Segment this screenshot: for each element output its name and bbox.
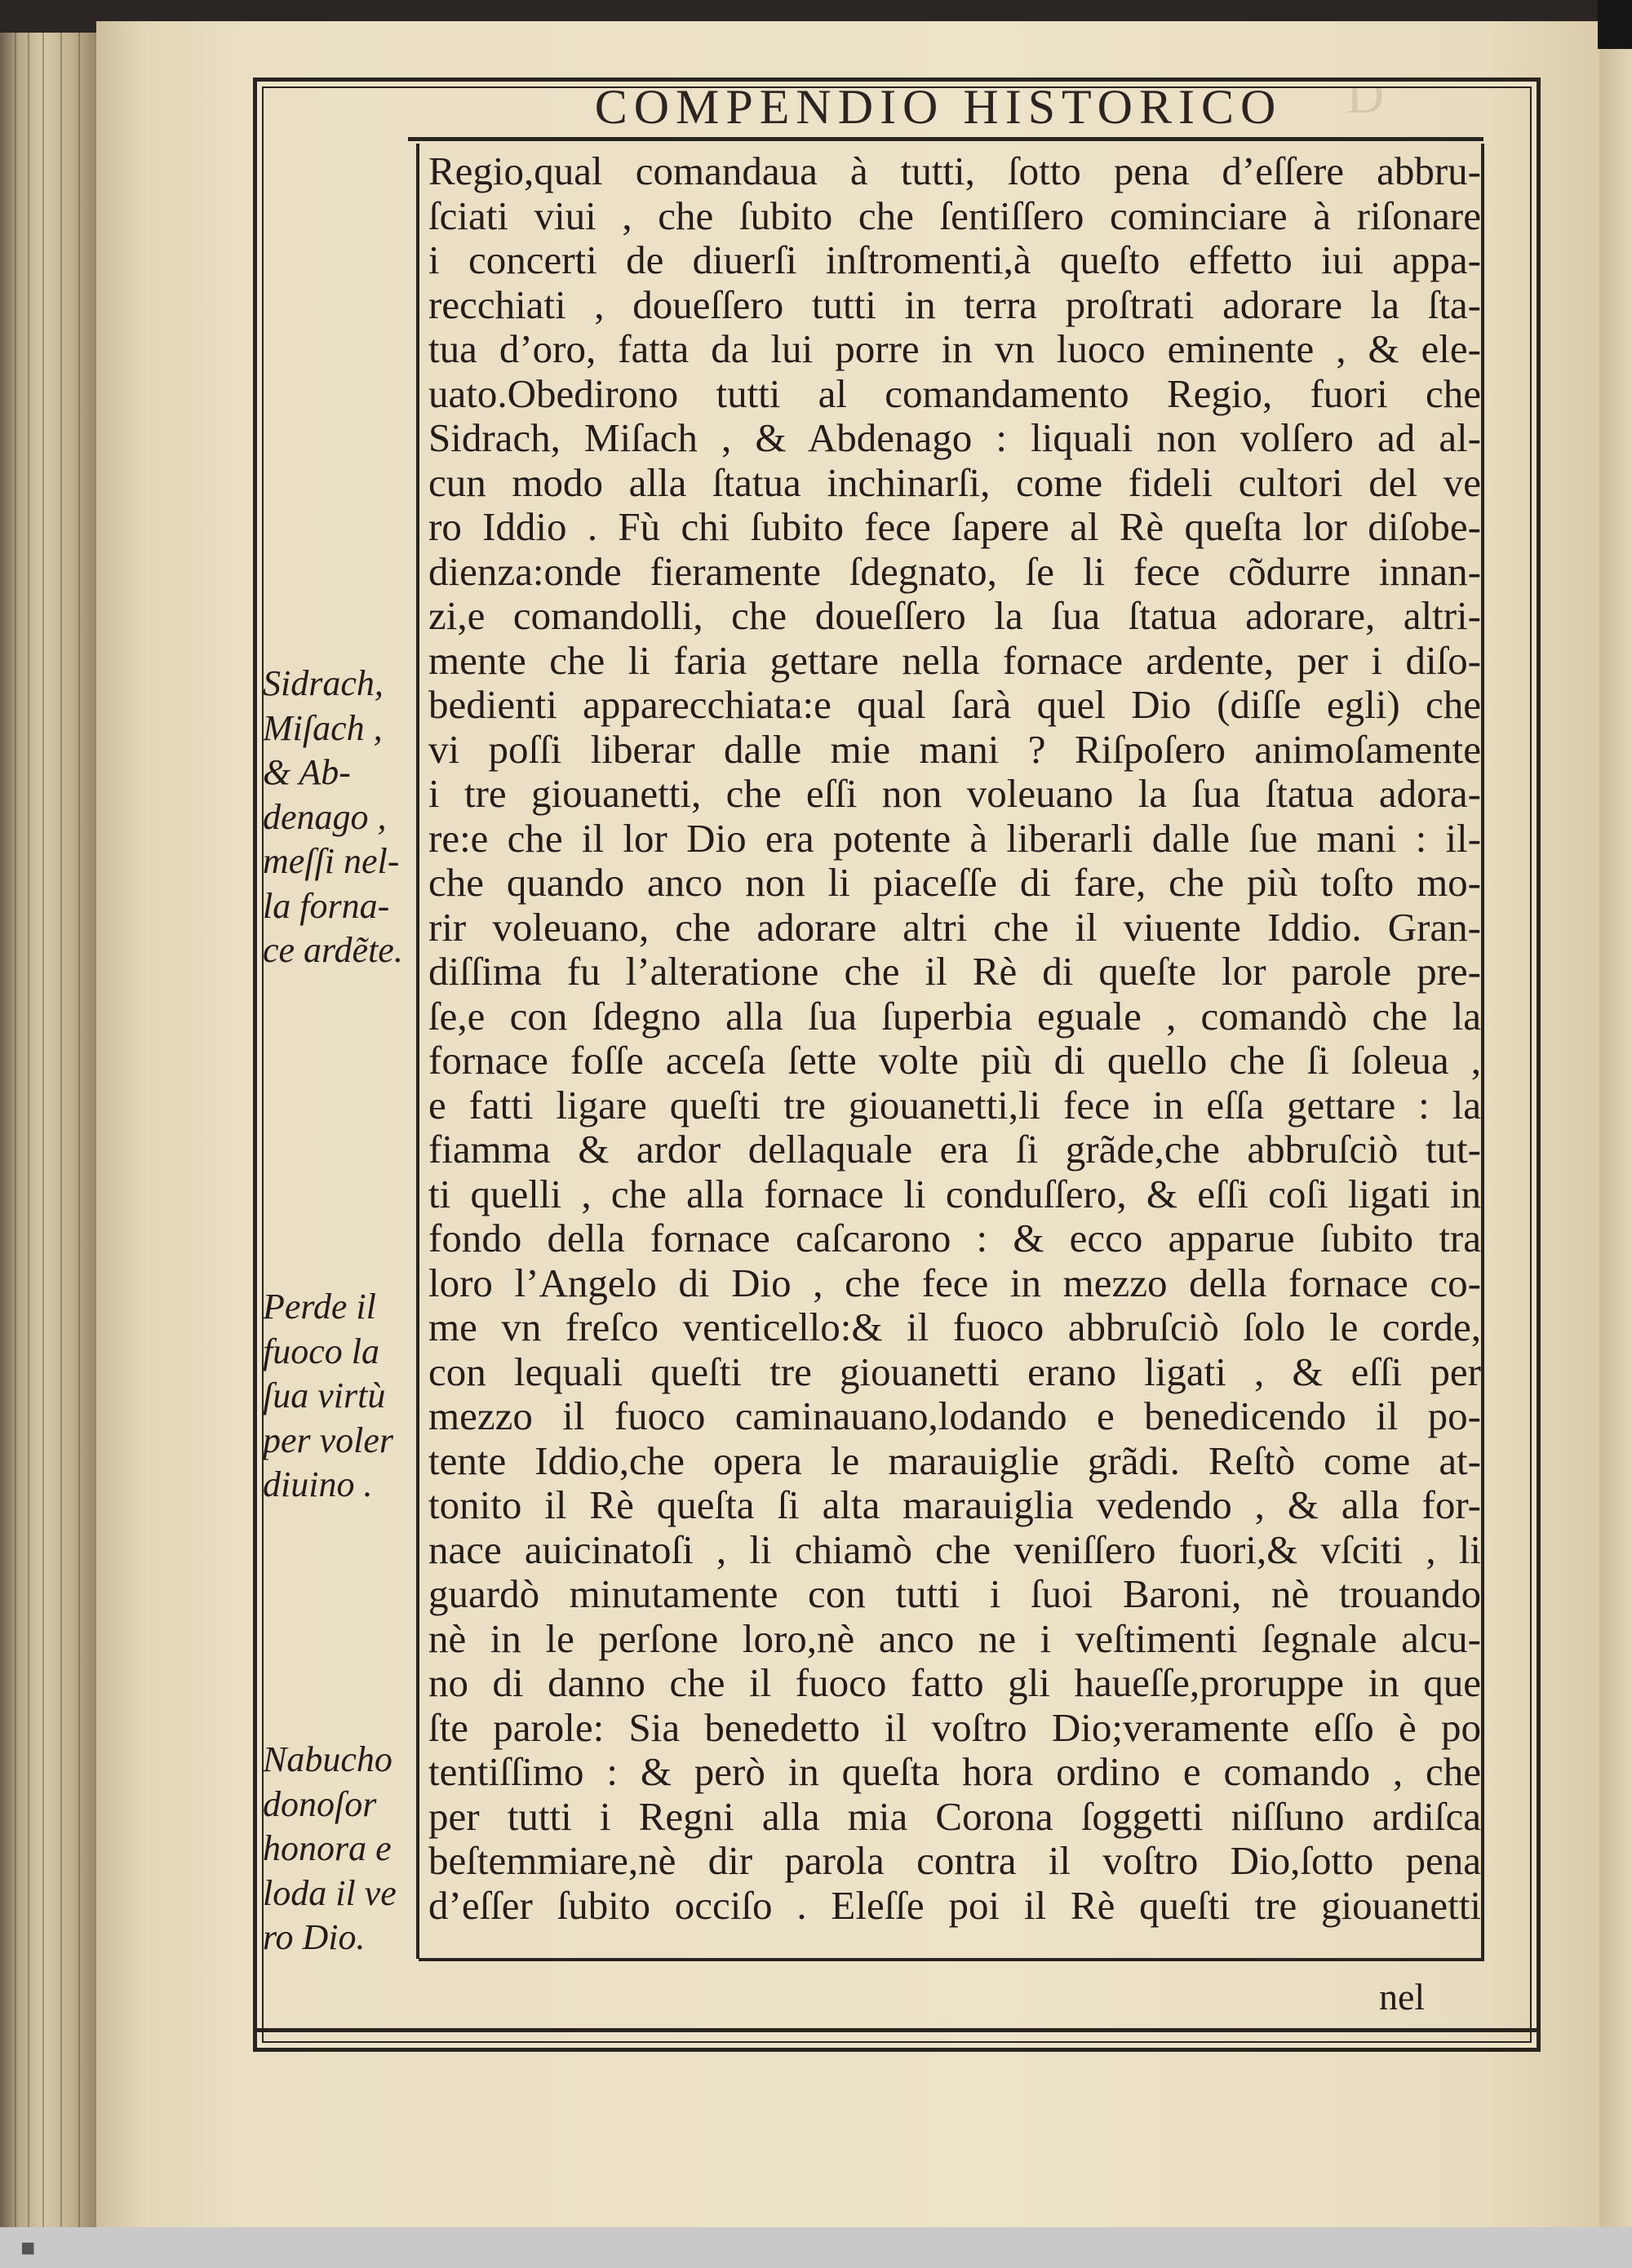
margin-note-line: honora e [263, 1828, 392, 1868]
right-page-edge [1599, 21, 1632, 2227]
margin-note-furnace [263, 662, 416, 973]
text-line: tentiſſimo : & però in queſta hora ordino e comando , che [428, 1750, 1481, 1794]
text-line: e fatti ligare queſti tre giouanetti,li fece in eſſa gettare : la [428, 1083, 1481, 1127]
text-line: uato.Obedirono tutti al comandamento Regio, fuori che [428, 371, 1481, 416]
text-line: diſſima fu l’alteratione che il Rè di queſte lor parole pre- [428, 950, 1481, 994]
text-line: tonito il Rè queſta ſi alta marauiglia vedendo , & alla for- [428, 1483, 1481, 1527]
margin-note-line: ro Dio. [263, 1917, 366, 1957]
text-line: bedienti apparecchiata:e qual ſarà quel Dio (diſſe egli) che [428, 683, 1481, 727]
margin-note-line: Sidrach, [263, 663, 384, 703]
margin-note-line: denago , [263, 796, 387, 837]
margin-note-line: Nabucho [263, 1739, 392, 1779]
text-line: fornace foſſe acceſa ſette volte più di quello che ſi ſoleua , [428, 1039, 1481, 1083]
scan-background-corner [1598, 0, 1632, 49]
text-line: ro Iddio . Fù chi ſubito fece ſapere al Rè queſta lor diſobe- [428, 505, 1481, 549]
text-line: i tre giouanetti, che eſſi non voleuano la ſua ſtatua adora- [428, 772, 1481, 816]
margin-note-line: per voler [263, 1420, 394, 1460]
text-line: d’eſſer ſubito occiſo . Eleſſe poi il Rè queſti tre giouanetti [428, 1883, 1481, 1928]
text-line: Sidrach, Miſach , & Abdenago : liquali non volſero ad al- [428, 416, 1481, 460]
catchword: nel [1379, 1976, 1426, 2018]
margin-note-line: loda il ve [263, 1872, 397, 1913]
left-page-edges [0, 33, 96, 2227]
text-line: mente che li faria gettare nella fornace ardente, per i diſo- [428, 638, 1481, 683]
frame-bottom-rule [253, 2028, 1541, 2032]
text-line: beſtemmiare,nè dir parola contra il voſtro Dio,ſotto pena [428, 1839, 1481, 1883]
margin-note-line: diuino . [263, 1464, 373, 1504]
text-line: ſte parole: Sia benedetto il voſtro Dio;veramente eſſo è po [428, 1705, 1481, 1750]
text-line: ſciati viui , che ſubito che ſentiſſero cominciare à riſonare [428, 193, 1481, 238]
text-line: vi poſſi liberar dalle mie mani ? Riſpoſero animoſamente [428, 727, 1481, 772]
head-rule [408, 137, 1483, 141]
main-text-block [428, 149, 1481, 1928]
text-line: recchiati , doueſſero tutti in terra proſtrati adorare la ſta- [428, 282, 1481, 327]
margin-note-line: la forna- [263, 885, 390, 926]
text-line: re:e che il lor Dio era potente à liberarli dalle ſue mani : il- [428, 816, 1481, 861]
text-line: zi,e comandolli, che doueſſero la ſua ſtatua adorare, altri- [428, 594, 1481, 638]
margin-note-line: ce ardẽte. [263, 930, 403, 970]
text-line: loro l’Angelo di Dio , che fece in mezzo della fornace co- [428, 1260, 1481, 1305]
text-line: fondo della fornace caſcarono : & ecco apparue ſubito tra [428, 1216, 1481, 1260]
text-line: no di danno che il fuoco fatto gli haueſſe,proruppe in que [428, 1661, 1481, 1705]
text-line: tente Iddio,che opera le marauiglie grãdi. Reſtò come at- [428, 1438, 1481, 1483]
text-line: me vn freſco venticello:& il fuoco abbruſciò ſolo le corde, [428, 1305, 1481, 1349]
text-line: tua d’oro, fatta da lui porre in vn luoco eminente , & ele- [428, 327, 1481, 371]
margin-note-line: fuoco la [263, 1331, 379, 1371]
text-line: mezzo il fuoco caminauano,lodando e benedicendo il po- [428, 1394, 1481, 1438]
text-line: dienza:onde fieramente ſdegnato, ſe li fece cõdurre innan- [428, 549, 1481, 594]
scan-footer-bar [0, 2227, 1632, 2268]
margin-note-fire [263, 1285, 416, 1508]
bleed-through: D [1346, 66, 1388, 124]
text-line: guardò minutamente con tutti i ſuoi Baroni, nè trouando [428, 1572, 1481, 1616]
text-line: cun modo alla ſtatua inchinarſi, come fideli cultori del ve [428, 460, 1481, 505]
margin-note-line: Perde il [263, 1287, 376, 1327]
text-line: ti quelli , che alla fornace li conduſſero, & eſſi coſi ligati in [428, 1172, 1481, 1216]
margin-note-nabuchodonosor [263, 1738, 416, 1960]
margin-column-rule [416, 144, 419, 1959]
margin-note-line: & Ab- [263, 752, 351, 792]
margin-note-line: donoſor [263, 1783, 377, 1824]
text-line: con lequali queſti tre giouanetti erano ligati , & eſſi per [428, 1349, 1481, 1394]
text-line: nè in le perſone loro,nè anco ne i veſtimenti ſegnale alcu- [428, 1616, 1481, 1661]
text-line: che quando anco non li piaceſſe di fare, che più toſto mo- [428, 861, 1481, 905]
text-line: Regio,qual comandaua à tutti, ſotto pena d’eſſere abbru- [428, 149, 1481, 193]
margin-note-line: meſſi nel- [263, 841, 400, 881]
text-line: fiamma & ardor dellaquale era ſi grãde,che abbruſciò tut- [428, 1127, 1481, 1172]
running-head: COMPENDIO HISTORICO [594, 80, 1283, 134]
margin-note-line: ſua virtù [263, 1375, 386, 1415]
text-line: i concerti de diuerſi inſtromenti,à queſto effetto iui appa- [428, 238, 1481, 282]
text-line: rir voleuano, che adorare altri che il viuente Iddio. Gran- [428, 905, 1481, 950]
text-line: ſe,e con ſdegno alla ſua ſuperbia eguale , comandò che la [428, 994, 1481, 1039]
text-bottom-rule [419, 1958, 1484, 1961]
margin-note-line: Miſach , [263, 707, 383, 748]
text-right-rule [1481, 144, 1484, 1959]
text-line: nace auicinatoſi , li chiamò che veniſſero fuori,& vſciti , li [428, 1527, 1481, 1572]
text-line: per tutti i Regni alla mia Corona ſoggetti niſſuno ardiſca [428, 1794, 1481, 1839]
library-logo-icon: ■ [20, 2235, 36, 2261]
